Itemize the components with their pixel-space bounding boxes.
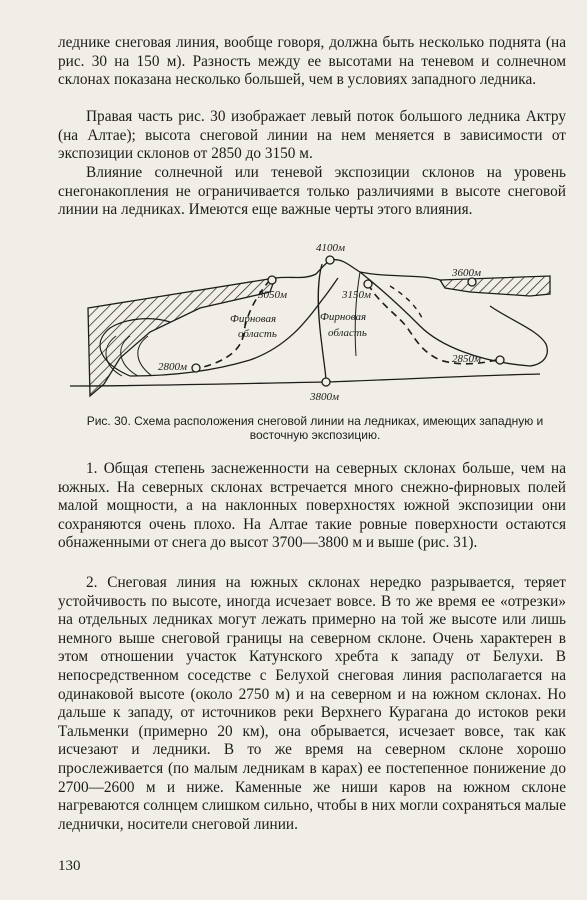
marker-3050	[268, 276, 276, 284]
central-divide	[318, 264, 326, 382]
right-snowline	[368, 284, 496, 364]
list-item-1: 1. Общая степень заснеженности на северных склонах больше, чем на южных. На северных склонах встречается много снежно-фирновых полей малой мощности, а на наклонных поверхностях южной экспозиции они сохраняются очень плохо. На Алтае такие ровные поверхности остаются обнаженными от снега до высот 3700—3800 м и выше (рис. 31).	[58, 460, 566, 552]
paragraph-aktru: Правая часть рис. 30 изображает левый поток большого ледника Актру (на Алтае); высота снеговой линии на нем меняется в зависимости от экспозиции склонов от 2850 до 3150 м.	[58, 108, 566, 163]
marker-peak	[326, 256, 334, 264]
marker-3600	[468, 278, 476, 286]
page-number: 130	[58, 858, 81, 874]
paragraph-exposure: Влияние солнечной или теневой экспозиции склонов на уровень снегонакопления не ограничивается только различиями в высоте снеговой линии на ледниках. Имеются еще важные черты этого влияния.	[58, 164, 566, 219]
snowline-diagram-svg	[60, 236, 560, 408]
figure-snowline-diagram	[60, 236, 560, 408]
ridge-line	[275, 260, 440, 280]
label-right-area-1: Фирновая	[320, 311, 367, 323]
label-3800: 3800м	[310, 391, 340, 403]
label-left-area-2: область	[238, 328, 277, 340]
label-3050: 3050м	[258, 289, 288, 301]
label-left-area-1: Фирновая	[230, 313, 277, 325]
label-2800: 2800м	[158, 361, 188, 373]
label-peak: 4100м	[316, 242, 346, 254]
marker-3150	[364, 280, 372, 288]
figure-caption: Рис. 30. Схема расположения снеговой линии на ледниках, имеющих западную и восточную экспозицию.	[86, 414, 544, 442]
right-rock-slope	[440, 276, 550, 296]
marker-2850	[496, 356, 504, 364]
label-3150: 3150м	[342, 289, 372, 301]
label-3600: 3600м	[452, 267, 482, 279]
marker-2800	[192, 364, 200, 372]
marker-3800	[322, 378, 330, 386]
paragraph-intro: леднике снеговая линия, вообще говоря, должна быть несколько поднята (на рис. 30 на 150 м). Разность между ее высотами на теневом и солнечном склонах показана несколько большей, чем в условиях западного ледника.	[58, 34, 566, 89]
list-item-2: 2. Снеговая линия на южных склонах нередко разрывается, теряет устойчивость по высоте, иногда исчезает вовсе. В то же время ее «отрезки» на отдельных ледниках могут лежать примерно на той же высоте или лишь немного выше снеговой границы на северном склоне. Очень характерен в этом отношении участок Катунского хребта к западу от Белухи. В непосредственном соседстве с Белухой снеговая линия располагается на одинаковой высоте (около 2750 м) и на северном и на южном склонах. Но дальше к западу, от источников реки Верхнего Курагана до истоков реки Тальменки (примерно 20 км), она обрывается, исчезает вовсе, так как исчезают и ледники. В то же время на северном склоне хорошо прослеживается (по малым ледникам в карах) ее постепенное понижение до 2700—2600 м и ниже. Каменные же ниши каров на южном склоне нагреваются солнцем слишком сильно, чтобы в них могли сохраняться малые леднички, носители снеговой линии.	[58, 574, 566, 833]
label-right-area-2: область	[328, 327, 367, 339]
label-2850: 2850м	[452, 353, 482, 365]
